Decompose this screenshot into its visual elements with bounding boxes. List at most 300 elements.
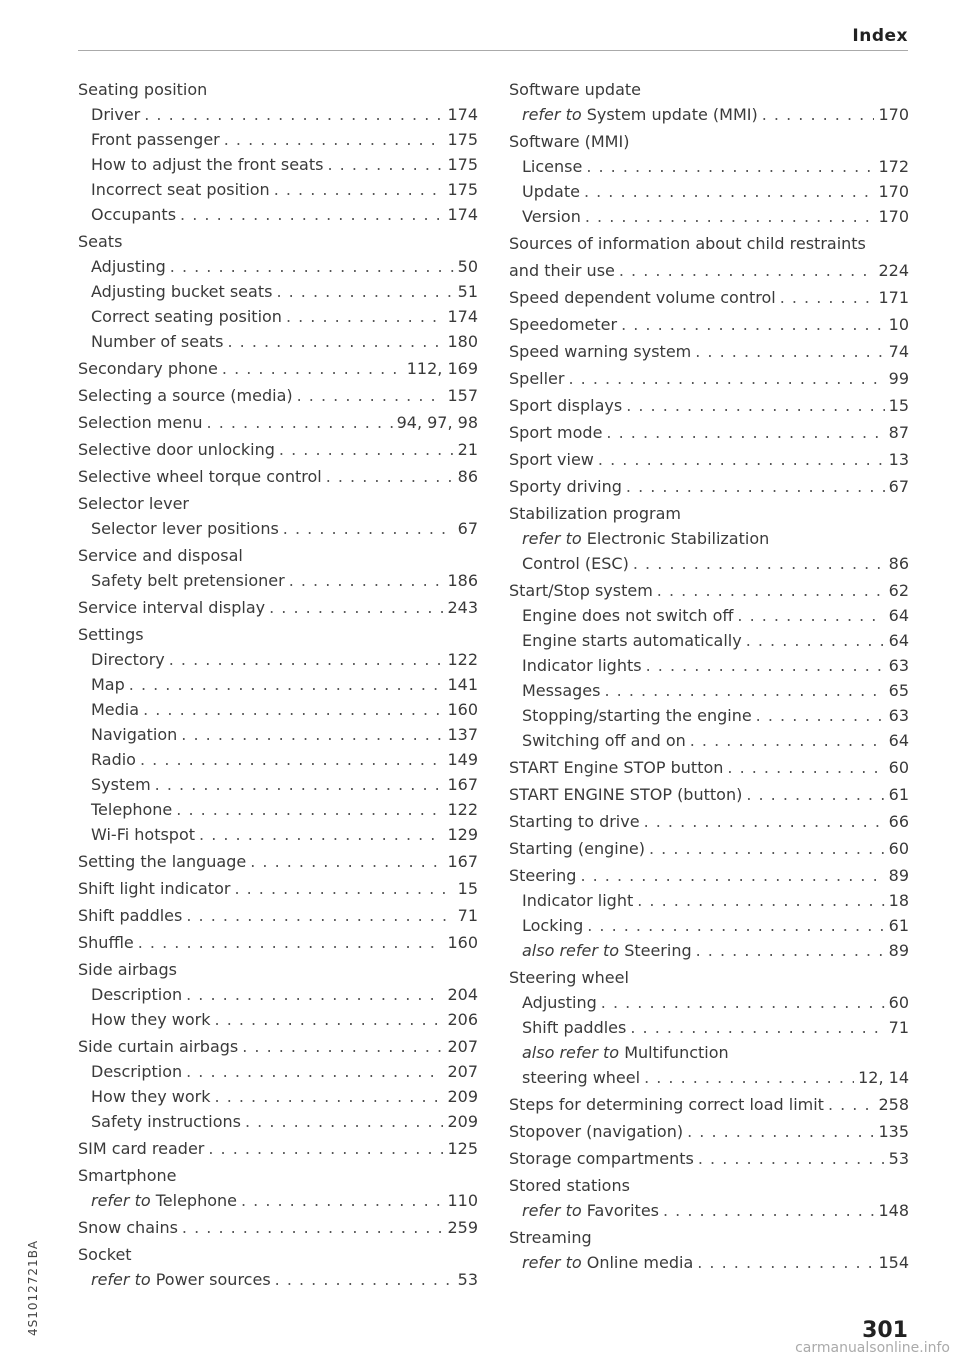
index-term-text: Engine does not switch off bbox=[522, 606, 734, 625]
index-term bbox=[78, 543, 243, 568]
index-term-text: Starting (engine) bbox=[509, 839, 645, 858]
index-term bbox=[522, 1198, 659, 1223]
page-reference: 149 bbox=[447, 750, 478, 769]
index-term-text: Directory bbox=[91, 650, 165, 669]
dot-leader bbox=[276, 279, 453, 304]
dot-leader bbox=[621, 312, 885, 337]
page-reference: 60 bbox=[888, 758, 909, 777]
index-term bbox=[78, 77, 207, 102]
index-entry bbox=[509, 863, 909, 888]
index-term bbox=[78, 464, 322, 489]
index-term-text: Smartphone bbox=[78, 1166, 177, 1185]
index-entry bbox=[78, 822, 478, 847]
page-reference: 206 bbox=[447, 1010, 478, 1029]
dot-leader bbox=[727, 755, 884, 780]
index-term bbox=[91, 1084, 211, 1109]
page-reference: 174 bbox=[447, 205, 478, 224]
index-term-text: Secondary phone bbox=[78, 359, 218, 378]
index-entry bbox=[78, 1007, 478, 1032]
index-term-text: License bbox=[522, 157, 583, 176]
index-entry bbox=[509, 231, 909, 256]
index-term bbox=[509, 339, 691, 364]
dot-leader bbox=[155, 772, 444, 797]
index-term bbox=[91, 747, 136, 772]
page-reference: 207 bbox=[447, 1062, 478, 1081]
page-reference: 154 bbox=[878, 1253, 909, 1272]
index-entry bbox=[78, 622, 478, 647]
dot-leader bbox=[598, 447, 885, 472]
page-reference: 157 bbox=[447, 386, 478, 405]
index-entry bbox=[78, 410, 478, 435]
index-term bbox=[78, 491, 189, 516]
index-entry bbox=[509, 1225, 909, 1250]
index-entry bbox=[509, 339, 909, 364]
index-term bbox=[522, 551, 629, 576]
index-term bbox=[522, 204, 581, 229]
index-term bbox=[522, 990, 597, 1015]
page-reference: 148 bbox=[878, 1201, 909, 1220]
index-entry bbox=[78, 543, 478, 568]
page-reference: 50 bbox=[457, 257, 478, 276]
page-reference: 71 bbox=[888, 1018, 909, 1037]
dot-leader bbox=[587, 913, 884, 938]
page-reference: 66 bbox=[888, 812, 909, 831]
index-term bbox=[78, 229, 122, 254]
dot-leader bbox=[649, 836, 885, 861]
dot-leader bbox=[242, 1034, 443, 1059]
index-term-text: Selective door unlocking bbox=[78, 440, 275, 459]
index-term bbox=[91, 722, 177, 747]
dot-leader bbox=[129, 672, 444, 697]
page-reference: 60 bbox=[888, 993, 909, 1012]
page-reference: 21 bbox=[457, 440, 478, 459]
index-term-text: Update bbox=[522, 182, 580, 201]
index-entry bbox=[78, 1136, 478, 1161]
dot-leader bbox=[746, 628, 885, 653]
index-entry bbox=[78, 77, 478, 102]
dot-leader bbox=[186, 982, 443, 1007]
index-term bbox=[509, 1092, 824, 1117]
index-term bbox=[78, 957, 177, 982]
index-entry bbox=[78, 254, 478, 279]
page-reference: 89 bbox=[888, 941, 909, 960]
dot-leader bbox=[176, 797, 443, 822]
index-entry bbox=[78, 152, 478, 177]
index-term-text: How they work bbox=[91, 1087, 211, 1106]
dot-leader bbox=[186, 903, 453, 928]
index-term-text: Online media bbox=[586, 1253, 694, 1272]
index-term bbox=[509, 447, 594, 472]
index-entry bbox=[509, 703, 909, 728]
page-reference: 172 bbox=[878, 157, 909, 176]
page-reference: 129 bbox=[447, 825, 478, 844]
dot-leader bbox=[762, 102, 875, 127]
index-entry bbox=[509, 551, 909, 576]
index-term bbox=[91, 672, 125, 697]
index-term-text: System update (MMI) bbox=[586, 105, 758, 124]
index-term bbox=[509, 863, 576, 888]
index-term bbox=[78, 410, 203, 435]
index-entry bbox=[78, 304, 478, 329]
page-reference: 61 bbox=[888, 916, 909, 935]
index-entry bbox=[78, 876, 478, 901]
page-reference: 125 bbox=[447, 1139, 478, 1158]
index-entry bbox=[78, 957, 478, 982]
index-term-text: Storage compartments bbox=[509, 1149, 694, 1168]
index-term bbox=[78, 930, 134, 955]
index-term bbox=[91, 982, 182, 1007]
index-term bbox=[522, 913, 583, 938]
page-reference: 94, 97, 98 bbox=[396, 413, 478, 432]
index-term bbox=[91, 254, 166, 279]
dot-leader bbox=[698, 1146, 885, 1171]
page-reference: 53 bbox=[888, 1149, 909, 1168]
index-term-text: Shuffle bbox=[78, 933, 134, 952]
dot-leader bbox=[274, 177, 444, 202]
index-entry bbox=[509, 258, 909, 283]
index-term-text: steering wheel bbox=[522, 1068, 641, 1087]
index-entry bbox=[78, 747, 478, 772]
page-reference: 13 bbox=[888, 450, 909, 469]
index-term-text: System bbox=[91, 775, 151, 794]
index-term-text: Steps for determining correct load limit bbox=[509, 1095, 824, 1114]
index-term bbox=[522, 938, 692, 963]
index-entry bbox=[78, 1109, 478, 1134]
index-term-text: Steering bbox=[509, 866, 577, 885]
index-entry bbox=[78, 595, 478, 620]
index-term-text: Sport mode bbox=[509, 423, 603, 442]
page-reference: 174 bbox=[447, 307, 478, 326]
page-reference: 74 bbox=[888, 342, 909, 361]
index-term-text: Service and disposal bbox=[78, 546, 243, 565]
page-reference: 141 bbox=[447, 675, 478, 694]
index-term bbox=[78, 356, 218, 381]
index-term-text: START Engine STOP button bbox=[509, 758, 724, 777]
dot-leader bbox=[224, 127, 444, 152]
dot-leader bbox=[181, 722, 443, 747]
index-entry bbox=[509, 836, 909, 861]
index-term bbox=[522, 1250, 693, 1275]
cross-reference-label: refer to bbox=[522, 1253, 582, 1272]
index-term-text: Sport view bbox=[509, 450, 594, 469]
index-term bbox=[91, 177, 270, 202]
dot-leader bbox=[630, 1015, 884, 1040]
index-term-text: Adjusting bbox=[91, 257, 166, 276]
index-term bbox=[78, 1215, 178, 1240]
page-reference: 63 bbox=[888, 706, 909, 725]
index-term-text: Locking bbox=[522, 916, 584, 935]
index-term bbox=[509, 755, 723, 780]
index-term-text: Stored stations bbox=[509, 1176, 630, 1195]
document-code: 4S1012721BA bbox=[26, 1239, 40, 1336]
index-term-text: SIM card reader bbox=[78, 1139, 205, 1158]
index-term bbox=[522, 179, 580, 204]
index-term-text: Telephone bbox=[91, 800, 173, 819]
page-reference: 167 bbox=[447, 775, 478, 794]
page-reference: 67 bbox=[457, 519, 478, 538]
dot-leader bbox=[697, 1250, 874, 1275]
index-term bbox=[522, 526, 769, 551]
index-term bbox=[91, 279, 272, 304]
index-term bbox=[91, 647, 165, 672]
index-term-text: Shift paddles bbox=[522, 1018, 627, 1037]
page-reference: 122 bbox=[447, 650, 478, 669]
index-entry bbox=[78, 356, 478, 381]
index-term bbox=[91, 568, 285, 593]
index-term bbox=[78, 595, 265, 620]
index-term bbox=[78, 1136, 204, 1161]
page-reference: 170 bbox=[878, 182, 909, 201]
dot-leader bbox=[144, 102, 443, 127]
dot-leader bbox=[644, 1065, 854, 1090]
index-entry bbox=[509, 77, 909, 102]
index-term bbox=[91, 152, 323, 177]
dot-leader bbox=[584, 179, 875, 204]
page-reference: 209 bbox=[447, 1112, 478, 1131]
page-reference: 71 bbox=[457, 906, 478, 925]
index-entry bbox=[509, 809, 909, 834]
index-entry bbox=[509, 1250, 909, 1275]
dot-leader bbox=[215, 1007, 444, 1032]
index-term-text: How to adjust the front seats bbox=[91, 155, 324, 174]
cross-reference-label: refer to bbox=[522, 105, 582, 124]
index-term-text: Steering bbox=[624, 941, 692, 960]
watermark: carmanualsonline.info bbox=[795, 1340, 950, 1356]
index-term bbox=[509, 578, 653, 603]
page-reference: 137 bbox=[447, 725, 478, 744]
index-term bbox=[522, 628, 742, 653]
dot-leader bbox=[828, 1092, 875, 1117]
index-term bbox=[522, 703, 752, 728]
index-term bbox=[509, 285, 776, 310]
index-term bbox=[509, 77, 641, 102]
dot-leader bbox=[626, 474, 885, 499]
index-term bbox=[509, 366, 564, 391]
index-term-text: Settings bbox=[78, 625, 144, 644]
index-entry bbox=[509, 728, 909, 753]
page-reference: 175 bbox=[447, 180, 478, 199]
dot-leader bbox=[269, 595, 443, 620]
dot-leader bbox=[186, 1059, 443, 1084]
index-entry bbox=[78, 516, 478, 541]
index-term-text: Description bbox=[91, 1062, 183, 1081]
dot-leader bbox=[586, 154, 874, 179]
index-entry bbox=[78, 491, 478, 516]
index-entry bbox=[78, 1188, 478, 1213]
dot-leader bbox=[169, 647, 444, 672]
index-term bbox=[91, 127, 220, 152]
index-term-text: Telephone bbox=[155, 1191, 237, 1210]
index-entry bbox=[509, 888, 909, 913]
page-reference: 160 bbox=[447, 933, 478, 952]
index-term bbox=[509, 809, 640, 834]
dot-leader bbox=[250, 849, 443, 874]
dot-leader bbox=[289, 568, 444, 593]
page-reference: 18 bbox=[888, 891, 909, 910]
index-entry bbox=[509, 603, 909, 628]
dot-leader bbox=[663, 1198, 874, 1223]
index-term bbox=[509, 1173, 630, 1198]
index-term-text: Adjusting bucket seats bbox=[91, 282, 273, 301]
index-entry bbox=[509, 1173, 909, 1198]
cross-reference-label: refer to bbox=[522, 529, 582, 548]
index-term-text: Steering wheel bbox=[509, 968, 629, 987]
index-term bbox=[522, 653, 642, 678]
index-term-text: Sporty driving bbox=[509, 477, 622, 496]
index-term bbox=[509, 1225, 592, 1250]
page-reference: 63 bbox=[888, 656, 909, 675]
index-term bbox=[509, 1119, 683, 1144]
index-term bbox=[78, 383, 293, 408]
index-entry bbox=[78, 849, 478, 874]
page-reference: 60 bbox=[888, 839, 909, 858]
page-reference: 15 bbox=[888, 396, 909, 415]
index-term-text: Multifunction bbox=[624, 1043, 729, 1062]
page-reference: 112, 169 bbox=[406, 359, 478, 378]
index-term bbox=[509, 501, 681, 526]
index-term-text: Selection menu bbox=[78, 413, 203, 432]
header-rule bbox=[78, 50, 908, 51]
index-term bbox=[509, 231, 866, 256]
index-term bbox=[91, 697, 139, 722]
index-entry bbox=[509, 204, 909, 229]
index-term-text: Switching off and on bbox=[522, 731, 686, 750]
index-entry bbox=[509, 1015, 909, 1040]
index-term-text: Number of seats bbox=[91, 332, 224, 351]
index-entry bbox=[78, 329, 478, 354]
index-entry bbox=[509, 1092, 909, 1117]
page-reference: 64 bbox=[888, 631, 909, 650]
index-term-text: Adjusting bbox=[522, 993, 597, 1012]
index-term bbox=[91, 1007, 211, 1032]
dot-leader bbox=[601, 990, 885, 1015]
index-term-text: Start/Stop system bbox=[509, 581, 653, 600]
index-entry bbox=[509, 102, 909, 127]
index-column-right bbox=[509, 77, 909, 1275]
index-term-text: Safety instructions bbox=[91, 1112, 241, 1131]
index-column-left bbox=[78, 77, 478, 1292]
index-term-text: Safety belt pretensioner bbox=[91, 571, 285, 590]
index-term-text: Correct seating position bbox=[91, 307, 282, 326]
index-term bbox=[522, 154, 582, 179]
index-term-text: Side curtain airbags bbox=[78, 1037, 239, 1056]
page-number: 301 bbox=[862, 1318, 908, 1343]
page-reference: 87 bbox=[888, 423, 909, 442]
index-entry bbox=[78, 437, 478, 462]
index-entry bbox=[78, 464, 478, 489]
index-term-text: Shift light indicator bbox=[78, 879, 231, 898]
dot-leader bbox=[241, 1188, 443, 1213]
page-reference: 180 bbox=[447, 332, 478, 351]
dot-leader bbox=[283, 516, 454, 541]
index-entry bbox=[509, 678, 909, 703]
index-entry bbox=[509, 501, 909, 526]
index-term-text: Incorrect seat position bbox=[91, 180, 270, 199]
index-term bbox=[91, 1267, 271, 1292]
index-term bbox=[91, 797, 172, 822]
index-entry bbox=[509, 990, 909, 1015]
dot-leader bbox=[746, 782, 884, 807]
index-term bbox=[91, 102, 140, 127]
page-reference: 12, 14 bbox=[858, 1068, 909, 1087]
page-reference: 61 bbox=[888, 785, 909, 804]
index-term bbox=[509, 258, 615, 283]
index-entry bbox=[78, 1242, 478, 1267]
index-entry bbox=[509, 653, 909, 678]
index-entry bbox=[78, 1059, 478, 1084]
index-entry bbox=[509, 447, 909, 472]
page-reference: 15 bbox=[457, 879, 478, 898]
index-entry bbox=[78, 797, 478, 822]
dot-leader bbox=[637, 888, 884, 913]
index-entry bbox=[509, 938, 909, 963]
index-term-text: Shift paddles bbox=[78, 906, 183, 925]
index-entry bbox=[509, 526, 909, 551]
dot-leader bbox=[199, 822, 443, 847]
index-entry bbox=[78, 229, 478, 254]
index-term-text: Control (ESC) bbox=[522, 554, 629, 573]
index-term-text: Setting the language bbox=[78, 852, 247, 871]
index-entry bbox=[78, 903, 478, 928]
index-entry bbox=[509, 965, 909, 990]
page-reference: 51 bbox=[457, 282, 478, 301]
dot-leader bbox=[222, 356, 403, 381]
index-entry bbox=[78, 1084, 478, 1109]
index-entry bbox=[509, 1119, 909, 1144]
dot-leader bbox=[140, 747, 443, 772]
dot-leader bbox=[690, 728, 885, 753]
index-term-text: Speed warning system bbox=[509, 342, 692, 361]
index-term bbox=[78, 876, 230, 901]
index-entry bbox=[78, 102, 478, 127]
dot-leader bbox=[297, 383, 444, 408]
index-term-text: Stopping/starting the engine bbox=[522, 706, 752, 725]
dot-leader bbox=[170, 254, 454, 279]
dot-leader bbox=[633, 551, 885, 576]
index-entry bbox=[78, 1267, 478, 1292]
index-term-text: Seating position bbox=[78, 80, 208, 99]
page-reference: 171 bbox=[878, 288, 909, 307]
index-term bbox=[509, 1146, 694, 1171]
index-term-text: How they work bbox=[91, 1010, 211, 1029]
dot-leader bbox=[780, 285, 875, 310]
page-reference: 160 bbox=[447, 700, 478, 719]
page-reference: 64 bbox=[888, 606, 909, 625]
index-term-text: Driver bbox=[91, 105, 141, 124]
cross-reference-label: also refer to bbox=[522, 941, 620, 960]
index-term bbox=[509, 836, 645, 861]
dot-leader bbox=[208, 1136, 443, 1161]
index-term bbox=[509, 474, 622, 499]
index-term bbox=[91, 516, 279, 541]
index-term bbox=[509, 312, 617, 337]
index-entry bbox=[509, 393, 909, 418]
dot-leader bbox=[279, 437, 454, 462]
index-term-text: Messages bbox=[522, 681, 601, 700]
page-reference: 62 bbox=[888, 581, 909, 600]
index-term-text: Speed dependent volume control bbox=[509, 288, 776, 307]
index-entry bbox=[78, 697, 478, 722]
index-entry bbox=[509, 782, 909, 807]
index-term bbox=[78, 622, 144, 647]
index-entry bbox=[509, 312, 909, 337]
index-term bbox=[522, 1040, 729, 1065]
index-term-text: Navigation bbox=[91, 725, 178, 744]
index-term bbox=[78, 1163, 176, 1188]
index-term bbox=[522, 678, 600, 703]
index-term bbox=[78, 1034, 238, 1059]
page-reference: 67 bbox=[888, 477, 909, 496]
